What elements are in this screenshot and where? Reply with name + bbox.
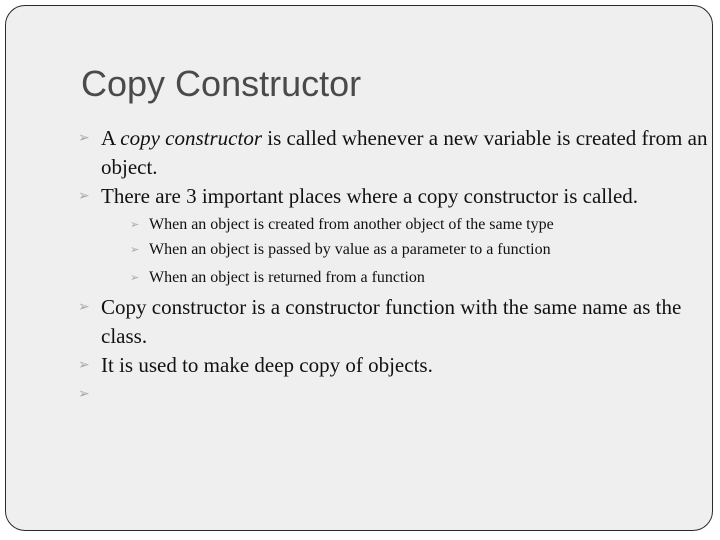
bullet-arrow-icon: ➢ [78, 357, 90, 373]
bullet-item [78, 124, 708, 182]
bullet-text-suffix: is called whenever a new variable is created from an object. [101, 126, 708, 179]
sub-bullet-text: When an object is returned from a function [149, 269, 425, 286]
bullet-arrow-icon: ➢ [78, 130, 90, 146]
bullet-item [78, 182, 708, 211]
sub-bullet-text: When an object is passed by value as a parameter to a function [149, 241, 551, 258]
slide-title: Copy Constructor [81, 63, 362, 104]
bullet-arrow-icon: ➢ [130, 243, 140, 256]
slide [5, 5, 713, 531]
bullet-text: There are 3 important places where a copy constructor is called. [101, 184, 639, 208]
bullet-arrow-icon: ➢ [130, 271, 140, 284]
bullet-text: It is used to make deep copy of objects. [101, 353, 433, 377]
sub-bullet-item [78, 265, 708, 290]
bullet-list [78, 124, 708, 402]
bullet-arrow-icon: ➢ [78, 188, 90, 204]
bullet-item [78, 351, 708, 380]
sub-bullet-item [78, 237, 708, 262]
sub-bullet-item [78, 212, 708, 237]
bullet-text: Copy constructor is a constructor function with the same name as the class. [101, 295, 682, 348]
bullet-arrow-icon: ➢ [130, 218, 140, 231]
bullet-text-emphasis: copy constructor [120, 126, 262, 150]
bullet-text-prefix: A [101, 126, 121, 150]
bullet-arrow-icon: ➢ [78, 386, 90, 402]
bullet-item [78, 293, 708, 351]
bullet-arrow-icon: ➢ [78, 299, 90, 315]
sub-bullet-text: When an object is created from another object of the same type [149, 216, 554, 233]
